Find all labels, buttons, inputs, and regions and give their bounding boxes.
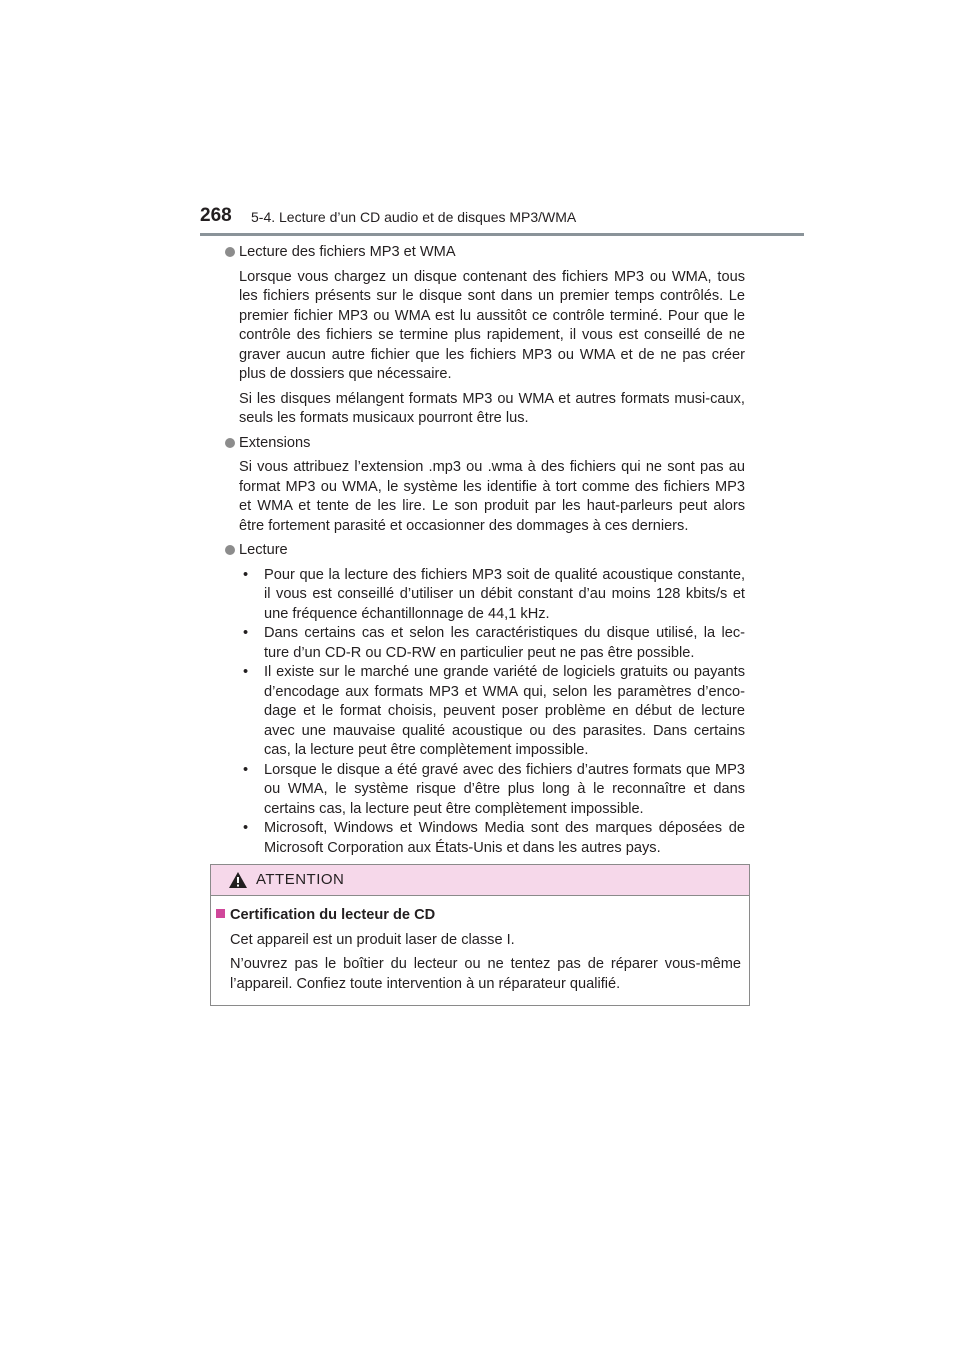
list-item [225,541,745,858]
square-bullet-icon [216,909,225,918]
main-content [225,243,745,863]
paragraph: Si les disques mélangent formats MP3 ou WMA et autres formats musi-caux, seuls les formats musicaux pourront être lus. [239,390,745,426]
attention-subheading: Certification du lecteur de CD [230,907,436,923]
sub-item-text: Dans certains cas et selon les caractéristiques du disque utilisé, la lec-ture d’un CD-R ou CD-RW en particulier peut ne pas être possible. [264,625,745,661]
attention-box [210,864,750,1006]
sub-item-text: Pour que la lecture des fichiers MP3 soit de qualité acoustique constante, il vous est conseillé d’utiliser un débit constant d’au moins 128 kbits/s et une fréquence échantillonnage de 44,1 kHz. [264,566,745,622]
attention-title: ATTENTION [256,871,345,888]
sub-item-text: Lorsque le disque a été gravé avec des fichiers d’autres formats que MP3 ou WMA, le système risque d’être plus long à le reconnaître et dans certains cas, la lecture peut être complètement impossible. [264,761,745,817]
page-number: 268 [200,205,232,226]
page-header [200,205,804,235]
bullet-icon [225,438,235,448]
sub-item-text: Microsoft, Windows et Windows Media sont des marques déposées de Microsoft Corporation aux États-Unis et dans les autres pays. [264,820,745,856]
sub-list-item: • Il existe sur le marché une grande variété de logiciels gratuits ou payants d’encodage aux formats MP3 et WMA qui, selon les paramètres d’enco-dage et le format choisis, peuvent poser problème en début de lecture avec une mauvaise qualité acoustique ou des parasites. Dans certains cas, la lecture peut être complètement impossible. [243,664,745,758]
list-item [225,243,745,429]
paragraph: Si vous attribuez l’extension .mp3 ou .wma à des fichiers qui ne sont pas au format MP3 ou WMA, le système les identifie à tort comme des fichiers MP3 et WMA et tente de les lire. Le son produit par les haut-parleurs peut alors être fortement parasité et occasionner des dommages à ces derniers. [239,459,745,534]
item-title: Extensions [239,434,311,451]
sub-list-item: • Pour que la lecture des fichiers MP3 soit de qualité acoustique constante, il vous est conseillé d’utiliser un débit constant d’au moins 128 kbits/s et une fréquence échantillonnage de 44,1 kHz. [243,566,745,622]
attention-paragraph: Cet appareil est un produit laser de classe I. [230,931,515,948]
attention-paragraph: N’ouvrez pas le boîtier du lecteur ou ne tentez pas de réparer vous-même l’appareil. Confiez toute intervention à un réparateur qualifié. [230,956,741,992]
bullet-icon [225,545,235,555]
sub-list-item: • Dans certains cas et selon les caractéristiques du disque utilisé, la lec-ture d’un CD-R ou CD-RW en particulier peut ne pas être possible. [243,625,745,661]
section-title: 5-4. Lecture d’un CD audio et de disques MP3/WMA [251,209,577,225]
list-item [225,434,745,537]
sub-item-text: Il existe sur le marché une grande variété de logiciels gratuits ou payants d’encodage aux formats MP3 et WMA qui, selon les paramètres d’enco-dage et le format choisis, peuvent poser problème en début de lecture avec une mauvaise qualité acoustique ou des parasites. Dans certains cas, la lecture peut être complètement impossible. [264,664,745,758]
bullet-icon [225,247,235,257]
attention-body [216,906,741,994]
sub-list-item: • Microsoft, Windows et Windows Media sont des marques déposées de Microsoft Corporation aux États-Unis et dans les autres pays. [243,820,745,856]
item-title: Lecture des fichiers MP3 et WMA [239,244,456,260]
warning-icon [228,871,248,889]
attention-header [211,865,749,896]
header-divider [200,233,804,236]
attention-subheading-row [216,906,741,926]
sub-list-item: • Lorsque le disque a été gravé avec des fichiers d’autres formats que MP3 ou WMA, le système risque d’être plus long à le reconnaître et dans certains cas, la lecture peut être complètement impossible. [243,761,745,817]
paragraph: Lorsque vous chargez un disque contenant des fichiers MP3 ou WMA, tous les fichiers présents sur le disque sont dans un premier temps contrôlés. Le premier fichier MP3 ou WMA est lu aussitôt ce contrôle terminé. Pour que le contrôle des fichiers se termine plus rapidement, il vous est conseillé de ne graver aucun autre fichier que les fichiers MP3 ou WMA et de ne pas créer plus de dossiers que nécessaire. [239,268,745,382]
item-title: Lecture [239,542,288,558]
